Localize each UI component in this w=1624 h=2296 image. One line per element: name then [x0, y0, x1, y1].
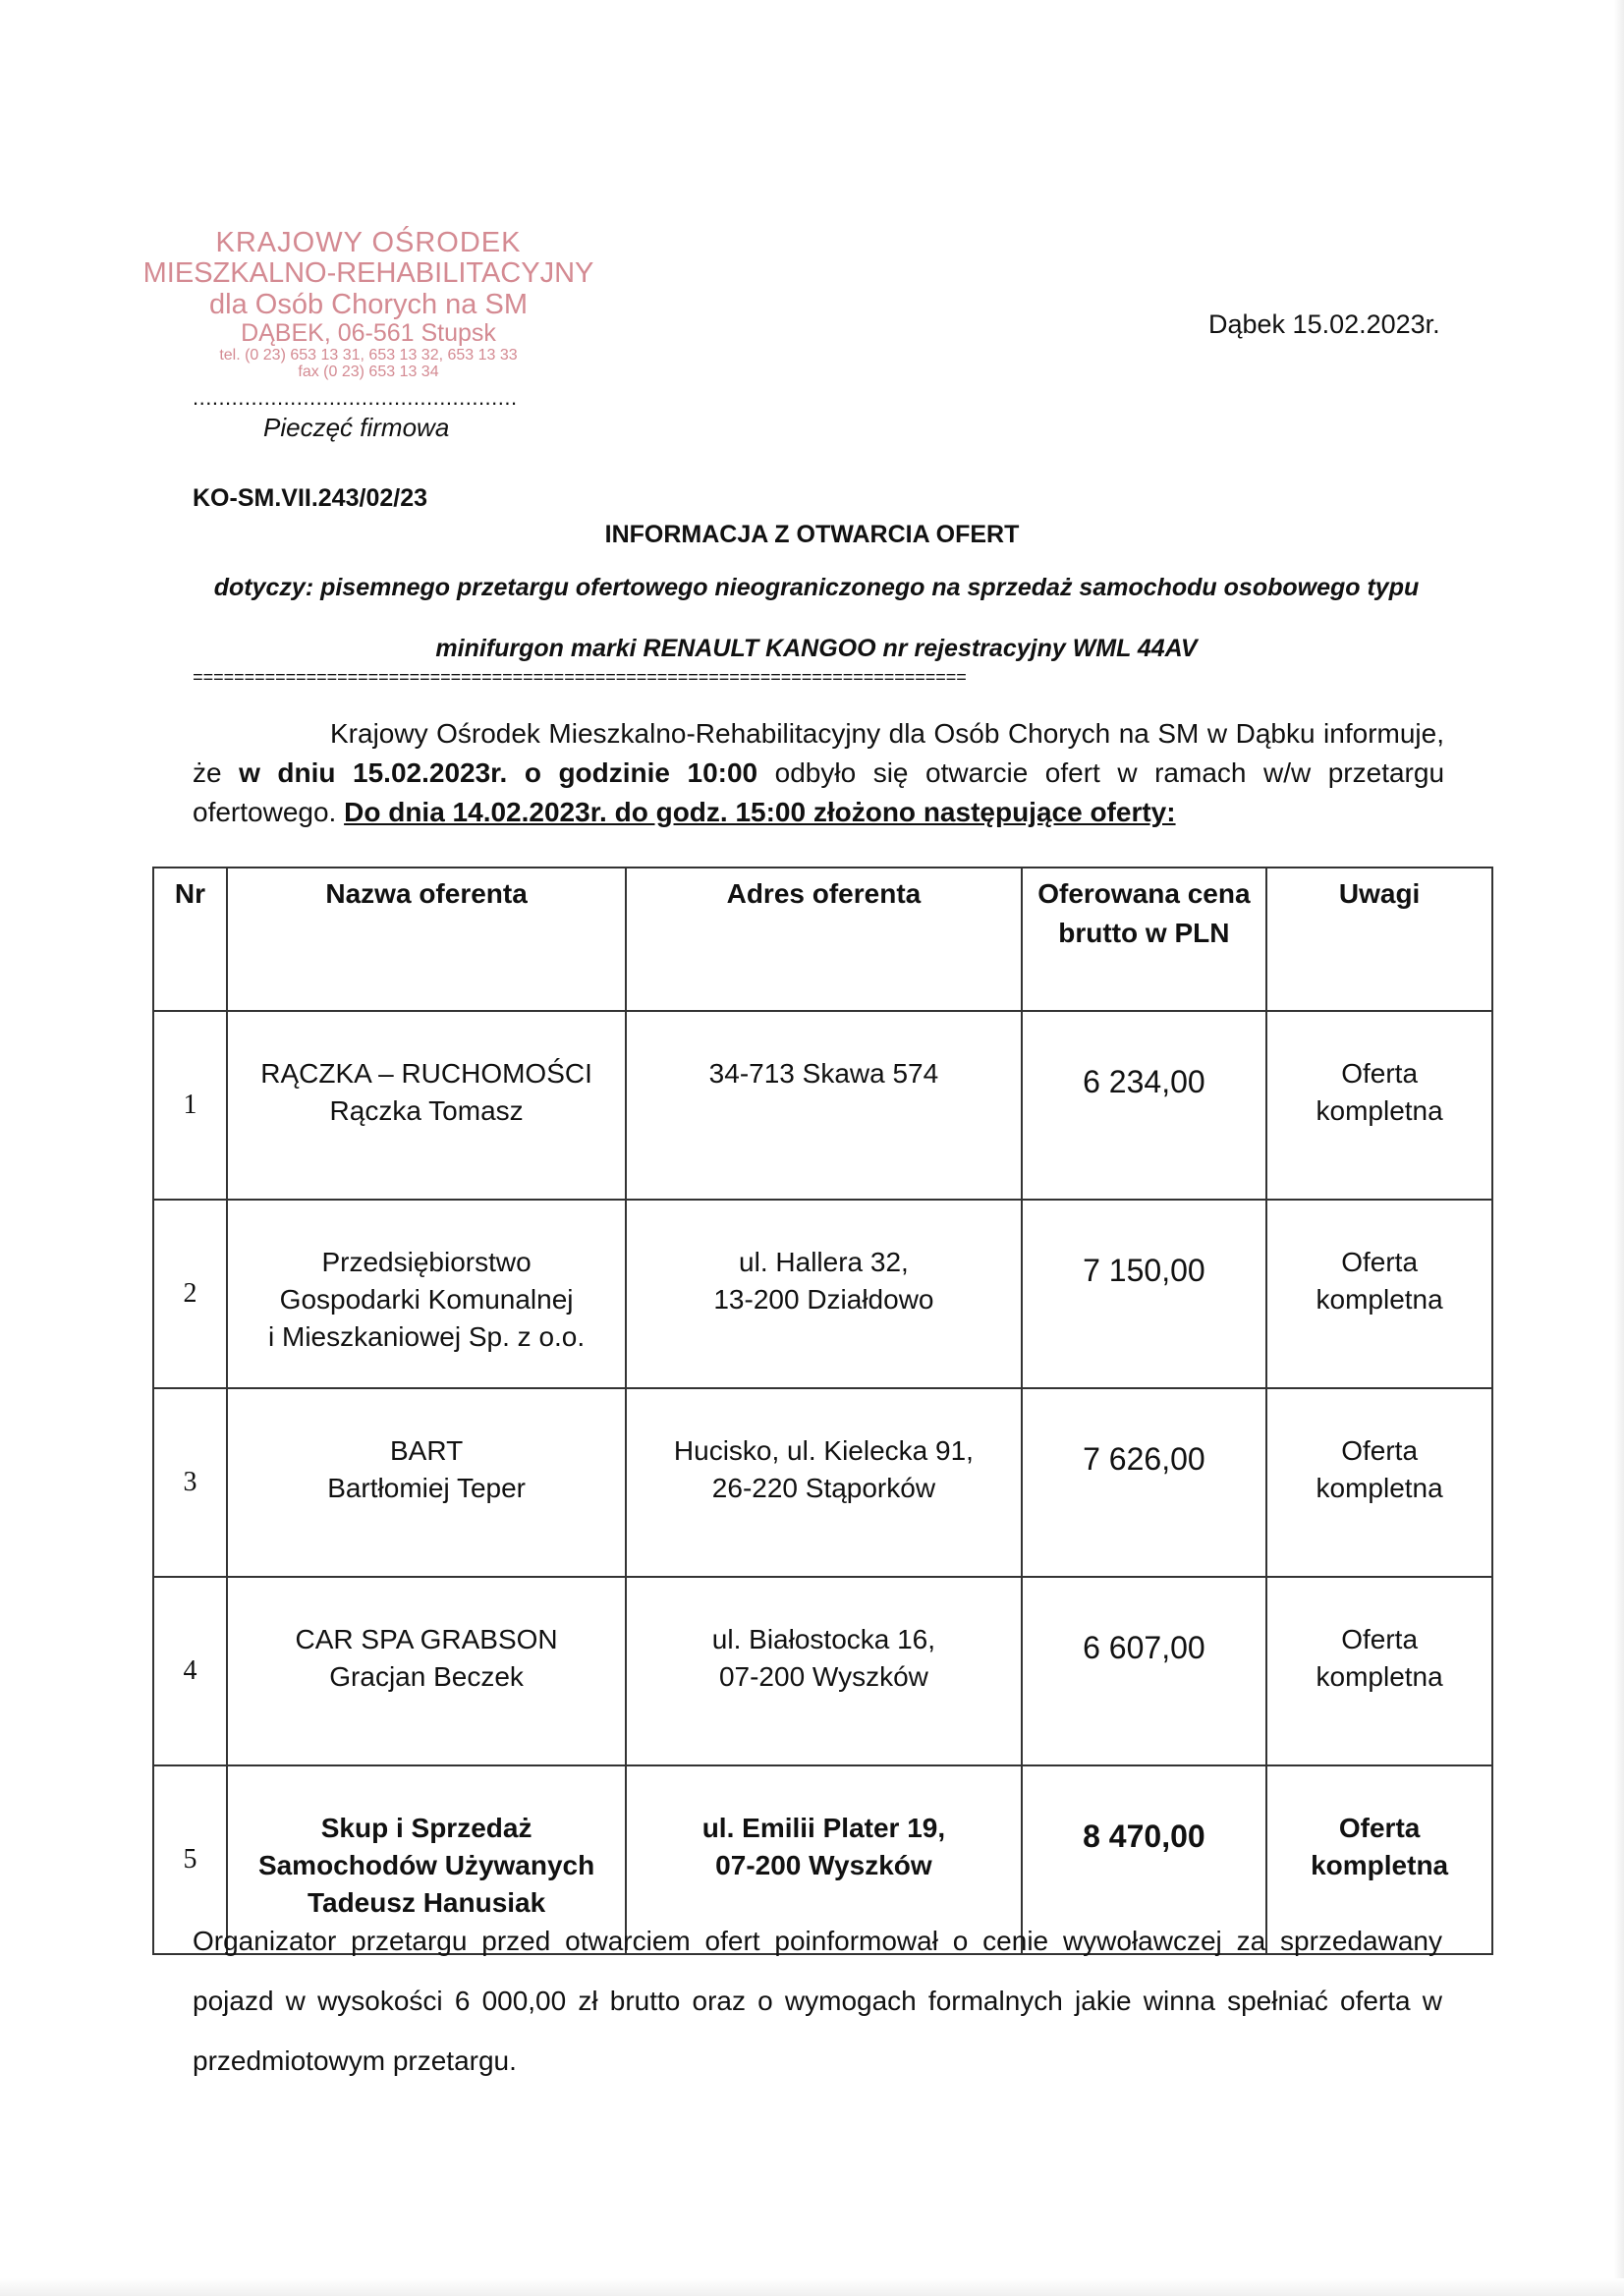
name-line: Rączka Tomasz — [329, 1095, 524, 1126]
stamp-line: dla Osób Chorych na SM — [209, 288, 528, 320]
notes-line: Oferta — [1338, 1813, 1421, 1843]
cell-address — [626, 1577, 1021, 1765]
stamp-line: fax (0 23) 653 13 34 — [298, 364, 439, 381]
intro-text: odbyło się otwarcie ofert w ramach w/w przetargu ofertowego. — [193, 757, 1445, 827]
address-line: 07-200 Wyszków — [718, 1661, 928, 1692]
cell-name — [227, 1011, 626, 1200]
cell-nr: 3 — [153, 1388, 227, 1577]
closing-paragraph: Organizator przetargu przed otwarciem ofert poinformował o cenie wywoławczej za sprzedawany pojazd w wysokości 6 000,00 zł brutto oraz o wymogach formalnych jakie winna spełniać oferta w przedmiotowym przetargu. — [193, 1926, 1442, 2076]
cell-address — [626, 1388, 1021, 1577]
notes-line: kompletna — [1316, 1284, 1443, 1315]
separator-line: =========================================================================== — [193, 669, 967, 689]
cell-nr: 4 — [153, 1577, 227, 1765]
cell-name — [227, 1200, 626, 1388]
notes-line: kompletna — [1316, 1661, 1443, 1692]
name-line: Bartłomiej Teper — [327, 1473, 526, 1503]
stamp-dotted-line: .................................................. — [193, 385, 518, 410]
notes-line: kompletna — [1311, 1850, 1449, 1880]
name-line: i Mieszkaniowej Sp. z o.o. — [268, 1321, 586, 1352]
cell-price: 7 150,00 — [1022, 1200, 1267, 1388]
address-line: ul. Białostocka 16, — [711, 1624, 936, 1654]
cell-price: 8 470,00 — [1022, 1765, 1267, 1954]
cell-notes — [1266, 1200, 1492, 1388]
cell-nr: 5 — [153, 1765, 227, 1954]
document-title: INFORMACJA Z OTWARCIA OFERT — [604, 521, 1020, 548]
name-line: Gospodarki Komunalnej — [279, 1284, 574, 1315]
table-row — [153, 1011, 1492, 1200]
header-nr: Nr — [153, 868, 227, 1011]
cell-notes — [1266, 1577, 1492, 1765]
cell-name — [227, 1388, 626, 1577]
header-address: Adres oferenta — [626, 868, 1021, 1011]
notes-line: Oferta — [1341, 1435, 1419, 1466]
name-line: Samochodów Używanych — [257, 1850, 595, 1880]
stamp-line: KRAJOWY OŚRODEK — [215, 227, 522, 258]
stamp-label: Pieczęć firmowa — [263, 413, 450, 442]
scan-edge-shadow — [1614, 0, 1624, 2296]
reference-number: KO-SM.VII.243/02/23 — [193, 484, 428, 512]
stamp-line: tel. (0 23) 653 13 31, 653 13 32, 653 13 33 — [219, 346, 518, 364]
offers-table — [152, 867, 1493, 1955]
header-notes: Uwagi — [1266, 868, 1492, 1011]
name-line: CAR SPA GRABSON — [295, 1624, 558, 1654]
notes-line: Oferta — [1341, 1058, 1419, 1089]
address-line: ul. Emilii Plater 19, — [701, 1813, 946, 1843]
cell-name — [227, 1577, 626, 1765]
intro-deadline-underlined: Do dnia 14.02.2023r. do godz. 15:00 złożono następujące oferty: — [344, 797, 1176, 827]
address-line: 13-200 Działdowo — [713, 1284, 934, 1315]
header-name: Nazwa oferenta — [227, 868, 626, 1011]
cell-price: 6 234,00 — [1022, 1011, 1267, 1200]
notes-line: Oferta — [1341, 1247, 1419, 1277]
name-line: Tadeusz Hanusiak — [307, 1887, 546, 1918]
cell-price: 6 607,00 — [1022, 1577, 1267, 1765]
table-row — [153, 1577, 1492, 1765]
intro-date-bold: w dniu 15.02.2023r. o godzinie 10:00 — [239, 757, 758, 788]
address-line: 07-200 Wyszków — [715, 1850, 932, 1880]
name-line: BART — [390, 1435, 464, 1466]
document-subject: dotyczy: pisemnego przetargu ofertowego nieograniczonego na sprzedaż samochodu osobowego typu minifurgon marki RENAULT KANGOO nr rejestracyjny WML 44AV — [213, 574, 1420, 662]
notes-line: kompletna — [1316, 1473, 1443, 1503]
cell-nr: 2 — [153, 1200, 227, 1388]
cell-notes — [1266, 1388, 1492, 1577]
table-header-row — [153, 868, 1492, 1011]
address-line: 34-713 Skawa 574 — [708, 1058, 939, 1089]
name-line: Przedsiębiorstwo — [321, 1247, 532, 1277]
intro-text: Krajowy Ośrodek Mieszkalno-Rehabilitacyjny dla Osób Chorych na SM w Dąbku informuje, że — [193, 718, 1444, 788]
company-stamp — [138, 228, 599, 380]
header-price: Oferowana cena brutto w PLN — [1022, 868, 1267, 1011]
cell-notes — [1266, 1011, 1492, 1200]
intro-paragraph — [193, 714, 1444, 832]
address-line: 26-220 Stąporków — [711, 1473, 936, 1503]
address-line: ul. Hallera 32, — [739, 1247, 909, 1277]
place-date: Dąbek 15.02.2023r. — [1208, 309, 1440, 339]
cell-price: 7 626,00 — [1022, 1388, 1267, 1577]
notes-line: Oferta — [1341, 1624, 1419, 1654]
stamp-line: MIESZKALNO-REHABILITACYJNY — [142, 257, 594, 290]
table-row — [153, 1200, 1492, 1388]
name-line: Skup i Sprzedaż — [320, 1813, 532, 1843]
cell-address — [626, 1011, 1021, 1200]
notes-line: kompletna — [1316, 1095, 1443, 1126]
cell-nr: 1 — [153, 1011, 227, 1200]
address-line: Hucisko, ul. Kielecka 91, — [673, 1435, 974, 1466]
name-line: Gracjan Beczek — [329, 1661, 524, 1692]
name-line: RĄCZKA – RUCHOMOŚCI — [260, 1058, 592, 1089]
stamp-line: DĄBEK, 06-561 Stupsk — [241, 318, 496, 347]
scan-edge-shadow — [0, 2278, 1624, 2296]
cell-address — [626, 1200, 1021, 1388]
table-row — [153, 1388, 1492, 1577]
